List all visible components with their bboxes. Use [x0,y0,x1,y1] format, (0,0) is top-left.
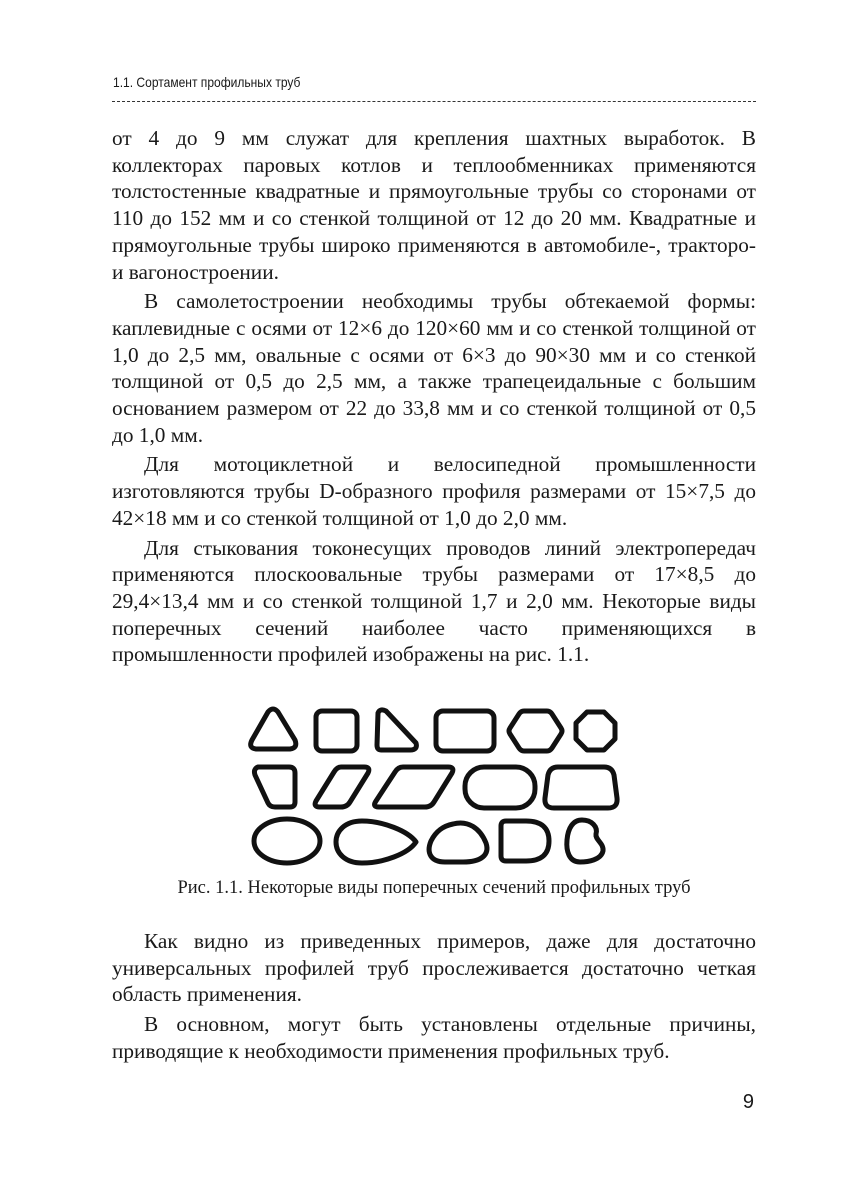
profile-rectangle [436,711,494,751]
profile-trapezoid [254,767,295,807]
paragraph-1: от 4 до 9 мм служат для крепления шахтных выработок. В коллекторах паровых котлов и теплообменниках применяются толстостенные квадратные и прямоугольные трубы со сторонами от 110 до 152 мм и со стенкой толщиной от 12 до 20 мм. Квадратные и прямоугольные трубы широко применяются в автомобиле-, тракторо- и вагоностроении. [112,126,756,284]
profile-irregular [567,820,603,862]
profile-flat-oval [465,767,535,808]
profile-parallelogram-large [375,767,453,807]
paragraph-6: В основном, могут быть установлены отдельные причины, приводящие к необходимости применения профильных труб. [112,1012,756,1063]
header-divider [112,101,756,102]
page-number: 9 [742,1091,754,1113]
profile-hexagon [509,711,562,751]
body-text-bottom [112,928,756,1068]
profile-oval [254,819,320,863]
figure-caption: Рис. 1.1. Некоторые виды поперечных сечений профильных труб [177,878,691,898]
profile-drop-rounded [429,823,487,862]
profile-d-shape [501,821,549,861]
running-header: 1.1. Сортамент профильных труб [113,74,301,90]
profile-parallelogram-small [315,767,369,807]
paragraph-5: Как видно из приведенных примеров, даже для достаточно универсальных профилей труб прослеживается достаточно четкая область применения. [112,929,756,1007]
profile-octagon [576,712,615,750]
figure-pipe-profiles [248,703,620,869]
paragraph-2: В самолетостроении необходимы трубы обтекаемой формы: каплевидные с осями от 12×6 до 120×60 мм и со стенкой толщиной от 1,0 до 2,5 мм, овальные с осями от 6×3 до 90×30 мм и со стенкой толщиной от 0,5 до 2,5 мм, а также трапецеидальные с большим основанием размером от 22 до 33,8 мм и со стенкой толщиной от 0,5 до 1,0 мм. [112,289,756,447]
profile-right-triangle [377,710,416,750]
profile-rounded-rectangle [545,767,617,808]
profile-square [316,711,357,751]
body-text-top [112,125,756,671]
paragraph-3: Для мотоциклетной и велосипедной промышленности изготовляются трубы D-образного профиля размерами от 15×7,5 до 42×18 мм и со стенкой толщиной от 1,0 до 2,0 мм. [112,452,756,530]
profile-teardrop [336,821,416,863]
paragraph-4: Для стыкования токонесущих проводов линий электропередач применяются плоскоовальные трубы размерами от 17×8,5 до 29,4×13,4 мм и со стенкой толщиной 1,7 и 2,0 мм. Некоторые виды поперечных сечений наиболее часто применяющихся в промышленности профилей изображены на рис. 1.1. [112,535,756,667]
profile-triangle [251,709,296,749]
